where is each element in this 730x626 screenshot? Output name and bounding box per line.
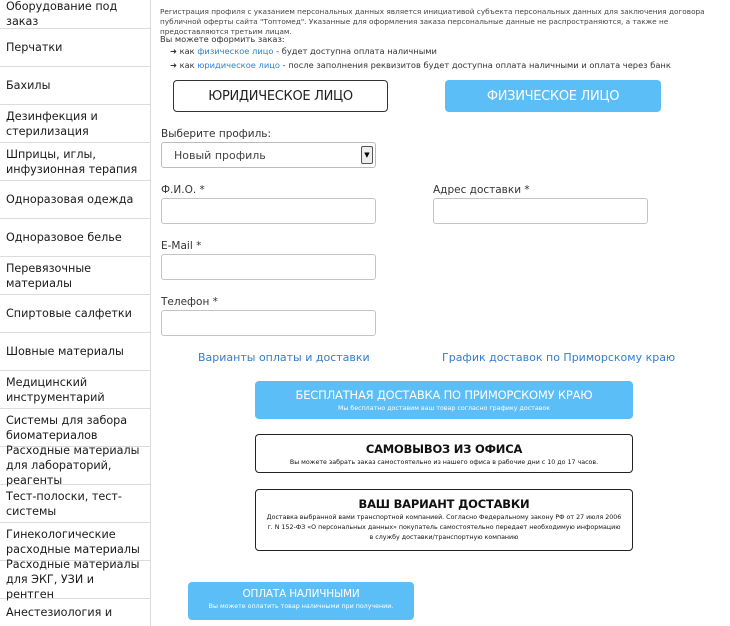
cash-payment-option[interactable] (188, 582, 414, 620)
sidebar-item-gynecology[interactable]: Гинекологические расходные материалы (0, 523, 150, 561)
individual-button[interactable]: ФИЗИЧЕСКОЕ ЛИЦО (445, 80, 661, 112)
option-desc: - будет доступна оплата наличными (273, 46, 437, 56)
own-delivery-option[interactable] (255, 489, 633, 551)
sidebar-item-alcohol-wipes[interactable]: Спиртовые салфетки (0, 295, 150, 333)
option-desc: - после заполнения реквизитов будет доступна оплата наличными и оплата через банк (279, 60, 671, 70)
own-delivery-title: ВАШ ВАРИАНТ ДОСТАВКИ (358, 497, 530, 511)
sidebar-item-test-strips[interactable]: Тест-полоски, тест-системы (0, 485, 150, 523)
legal-link[interactable]: юридическое лицо (197, 60, 280, 70)
sidebar-item-disposable-linen[interactable]: Одноразовое белье (0, 219, 150, 257)
sidebar-item-instruments[interactable]: Медицинский инструментарий (0, 371, 150, 409)
sidebar-item-gloves[interactable]: Перчатки (0, 29, 150, 67)
sidebar-item-sutures[interactable]: Шовные материалы (0, 333, 150, 371)
own-delivery-subtitle: Доставка выбранной вами транспортной компанией. Согласно Федеральному закону РФ от 27 июля 2006 г. N 152-ФЗ «О персональных данных» покупатель самостоятельно передает необходимую информацию в службу доставки/транспортную компанию (266, 514, 622, 541)
pickup-option[interactable] (255, 434, 633, 473)
order-option-person (170, 46, 437, 56)
payment-delivery-link[interactable]: Варианты оплаты и доставки (198, 351, 370, 364)
email-input[interactable] (161, 254, 376, 280)
person-link[interactable]: физическое лицо (197, 46, 274, 56)
sidebar-item-syringes[interactable]: Шприцы, иглы, инфузионная терапия (0, 143, 150, 181)
profile-label: Выберите профиль: (161, 128, 272, 140)
intro-text: Регистрация профиля с указанием персональных данных является инициативой субъекта персональных данных для заключения договора публичной оферты сайта "Топтомед". Указанные для оформления заказа персональные данные не распространяются, а также не предоставляются третьим лицам. (160, 7, 705, 36)
sidebar-item-dressings[interactable]: Перевязочные материалы (0, 257, 150, 295)
free-delivery-subtitle: Мы бесплатно доставим ваш товар согласно графику доставок (337, 405, 551, 412)
free-delivery-option[interactable] (255, 381, 633, 419)
sidebar-item-equipment[interactable]: Оборудование под заказ (0, 0, 150, 29)
phone-input[interactable] (161, 310, 376, 336)
sidebar-item-disinfection[interactable]: Дезинфекция и стерилизация (0, 105, 150, 143)
legal-entity-button[interactable]: ЮРИДИЧЕСКОЕ ЛИЦО (173, 80, 388, 112)
address-input[interactable] (433, 198, 648, 224)
order-option-legal (170, 60, 671, 70)
checkout-main (160, 0, 730, 626)
sidebar-item-biomaterial-systems[interactable]: Системы для забора биоматериалов (0, 409, 150, 447)
profile-select-value: Новый профиль (174, 148, 266, 162)
fio-label: Ф.И.О. * (161, 184, 205, 196)
sidebar-item-anesthesiology[interactable]: Анестезиология и (6, 606, 113, 619)
address-label: Адрес доставки * (433, 184, 530, 196)
arrow-text: ➜ как (170, 46, 198, 56)
fio-input[interactable] (161, 198, 376, 224)
cash-payment-title: ОПЛАТА НАЛИЧНЫМИ (242, 588, 360, 600)
sidebar-item-disposable-clothing[interactable]: Одноразовая одежда (0, 181, 150, 219)
sidebar-item-lab-supplies[interactable]: Расходные материалы для лабораторий, реагенты (0, 447, 150, 485)
arrow-text: ➜ как (170, 60, 198, 70)
sidebar-item-shoe-covers[interactable]: Бахилы (0, 67, 150, 105)
category-sidebar (0, 0, 151, 626)
sidebar-item-ecg-supplies[interactable]: Расходные материалы для ЭКГ, УЗИ и рентген (0, 561, 150, 599)
pickup-subtitle: Вы можете забрать заказ самостоятельно из нашего офиса в рабочие дни с 10 до 17 часов. (289, 459, 599, 466)
email-label: E-Mail * (161, 240, 202, 252)
cash-payment-subtitle: Вы можете оплатить товар наличными при получении. (208, 603, 394, 610)
phone-label: Телефон * (161, 296, 218, 308)
free-delivery-title: БЕСПЛАТНАЯ ДОСТАВКА ПО ПРИМОРСКОМУ КРАЮ (295, 388, 593, 402)
delivery-schedule-link[interactable]: График доставок по Приморскому краю (442, 351, 676, 364)
pickup-title: САМОВЫВОЗ ИЗ ОФИСА (365, 442, 523, 456)
profile-select[interactable] (161, 142, 376, 168)
order-options-title: Вы можете оформить заказ: (160, 34, 285, 44)
dropdown-arrow-icon[interactable]: ▼ (361, 146, 373, 164)
